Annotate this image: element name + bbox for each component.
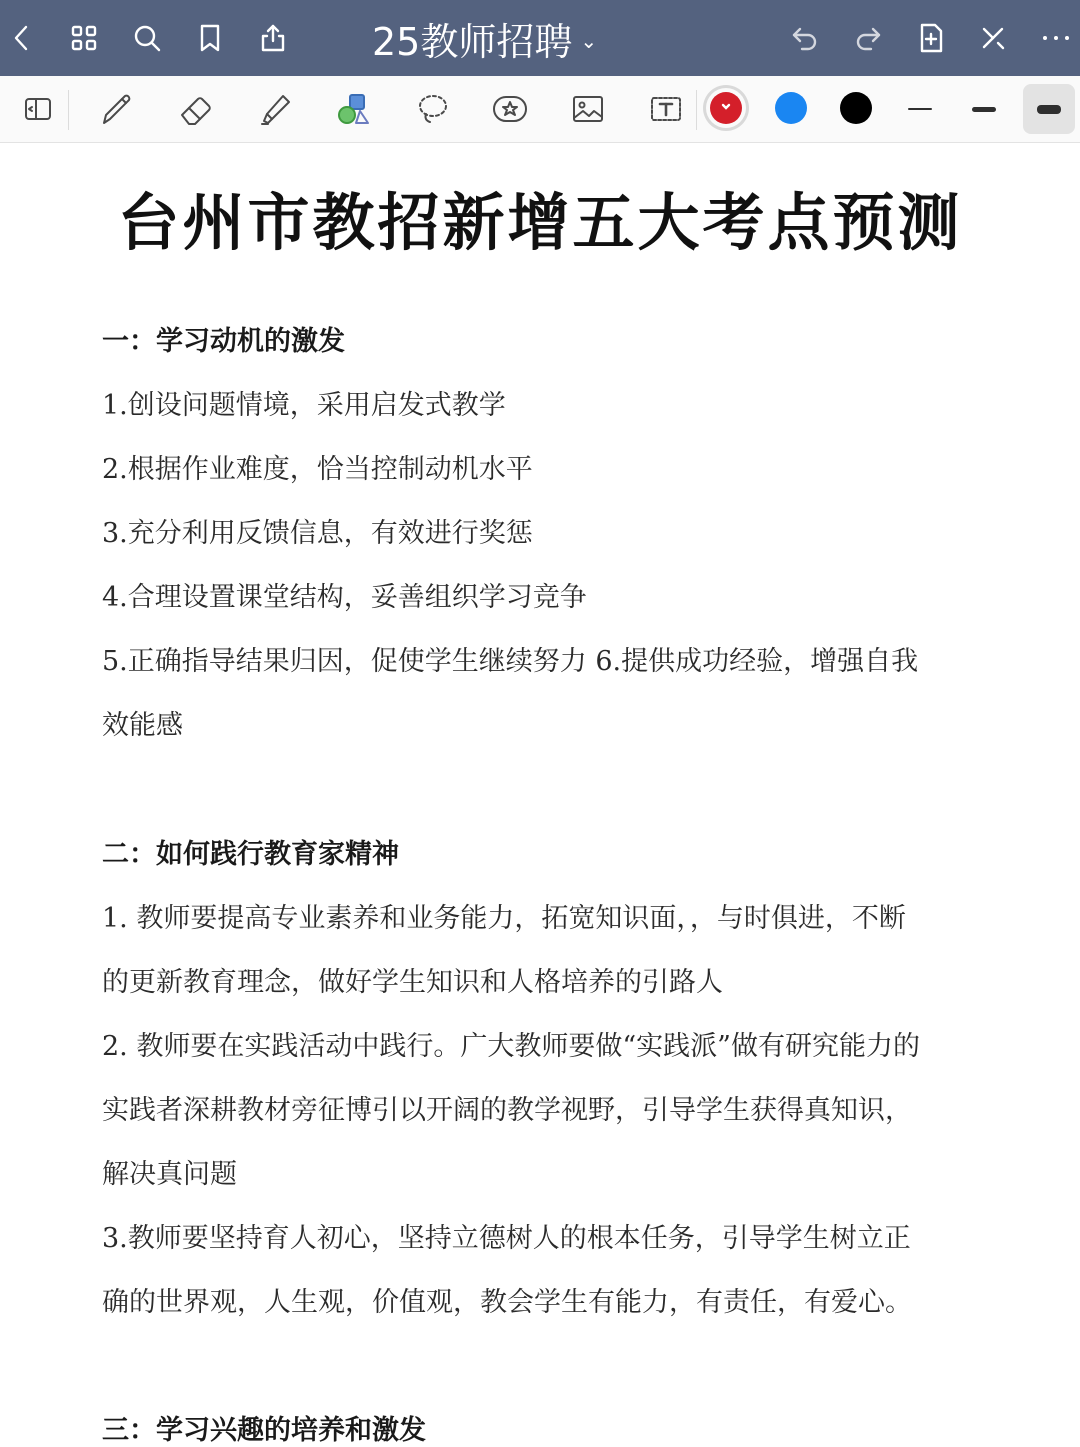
sidebar-toggle-icon[interactable] xyxy=(12,84,64,134)
stroke-width-medium[interactable] xyxy=(958,84,1010,134)
text-line: 2. 教师要在实践活动中践行。广大教师要做“实践派”做有研究能力的 xyxy=(102,1031,920,1062)
more-icon[interactable] xyxy=(1036,18,1076,58)
text-line: 实践者深耕教材旁征博引以开阔的教学视野，引导学生获得真知识， xyxy=(102,1095,912,1126)
grid-icon[interactable] xyxy=(64,18,104,58)
text-line: 1.创设问题情境，采用启发式教学 xyxy=(102,390,506,421)
section-heading: 二：如何践行教育家精神 xyxy=(102,839,399,870)
section-heading: 三：学习兴趣的培养和激发 xyxy=(102,1415,426,1446)
toolbar-divider xyxy=(696,90,697,130)
text-line: 确的世界观，人生观，价值观，教会学生有能力，有责任，有爱心。 xyxy=(102,1287,912,1318)
text-line: 2.根据作业难度，恰当控制动机水平 xyxy=(102,454,533,485)
lasso-icon[interactable] xyxy=(407,84,459,134)
stroke-thin-preview xyxy=(908,108,932,110)
notebook-title-dropdown[interactable] xyxy=(372,14,597,62)
color-swatch-black[interactable] xyxy=(840,92,872,124)
back-icon[interactable] xyxy=(2,18,42,58)
stroke-width-thin[interactable] xyxy=(894,84,946,134)
highlighter-icon[interactable] xyxy=(249,84,301,134)
text-line: 3.充分利用反馈信息，有效进行奖惩 xyxy=(102,518,533,549)
add-page-icon[interactable] xyxy=(911,18,951,58)
stroke-width-thick[interactable] xyxy=(1023,84,1075,134)
shapes-icon[interactable] xyxy=(328,84,380,134)
search-icon[interactable] xyxy=(127,18,167,58)
text-line: 效能感 xyxy=(102,710,183,741)
section-heading: 一：学习动机的激发 xyxy=(102,326,345,357)
text-box-icon[interactable] xyxy=(640,84,692,134)
text-line: 解决真问题 xyxy=(102,1159,237,1190)
text-line: 的更新教育理念，做好学生知识和人格培养的引路人 xyxy=(102,967,723,998)
chevron-down-icon: ⌄ xyxy=(580,29,598,53)
text-line: 1. 教师要提高专业素养和业务能力，拓宽知识面，，与时俱进，不断 xyxy=(102,903,906,934)
undo-icon[interactable] xyxy=(785,18,825,58)
document-title: 台州市教招新增五大考点预测 xyxy=(117,186,963,259)
color-swatch-blue[interactable] xyxy=(775,92,807,124)
text-line: 5.正确指导结果归因，促使学生继续努力 6.提供成功经验，增强自我 xyxy=(102,646,919,677)
text-line: 4.合理设置课堂结构，妥善组织学习竞争 xyxy=(102,582,587,613)
sticker-icon[interactable] xyxy=(484,84,536,134)
color-swatch-red[interactable] xyxy=(710,92,742,124)
close-pen-icon[interactable] xyxy=(973,18,1013,58)
pen-icon[interactable] xyxy=(90,84,142,134)
image-icon[interactable] xyxy=(562,84,614,134)
stroke-thick-preview xyxy=(1037,105,1061,114)
redo-icon[interactable] xyxy=(848,18,888,58)
toolbar-divider xyxy=(68,90,69,130)
stroke-medium-preview xyxy=(972,107,996,112)
share-icon[interactable] xyxy=(253,18,293,58)
notebook-title: 25教师招聘 xyxy=(372,19,573,64)
drawing-toolbar xyxy=(0,76,1080,143)
eraser-icon[interactable] xyxy=(170,84,222,134)
document-page[interactable] xyxy=(0,143,1080,1446)
chevron-down-icon xyxy=(720,101,732,113)
bookmark-icon[interactable] xyxy=(190,18,230,58)
text-line: 3.教师要坚持育人初心，坚持立德树人的根本任务，引导学生树立正 xyxy=(102,1223,911,1254)
top-app-bar xyxy=(0,0,1080,76)
